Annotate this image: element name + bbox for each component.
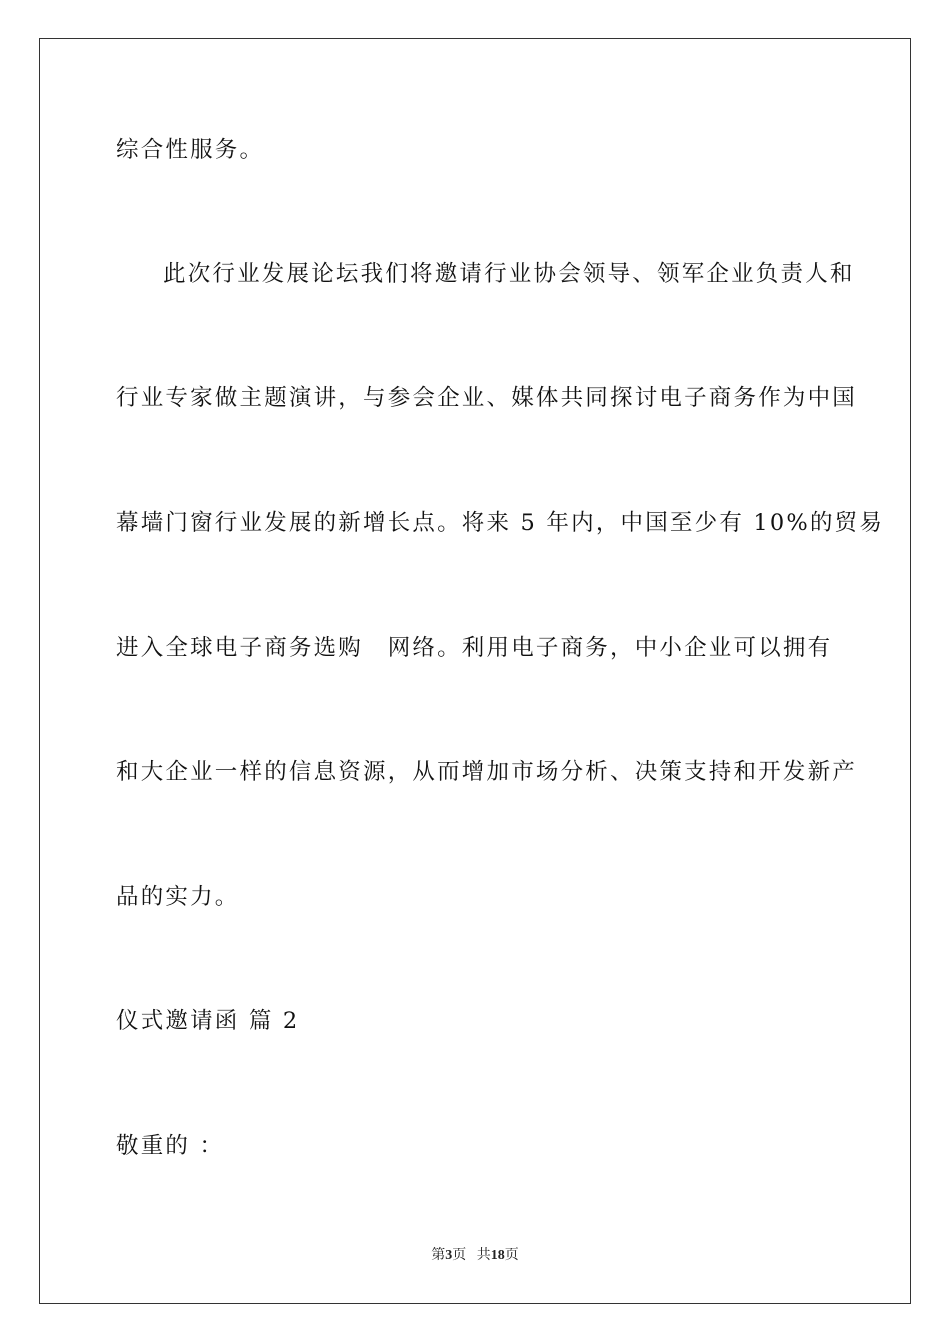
paragraph-line-5: 进入全球电子商务选购 网络。利用电子商务，中小企业可以拥有 — [116, 635, 833, 661]
paragraph-line-6: 和大企业一样的信息资源，从而增加市场分析、决策支持和开发新产 — [116, 759, 858, 785]
total-suffix: 页 — [504, 1248, 519, 1263]
section-heading: 仪式邀请函 篇 2 — [116, 1008, 300, 1034]
paragraph-line-3: 行业专家做主题演讲，与参会企业、媒体共同探讨电子商务作为中国 — [116, 385, 858, 411]
total-prefix: 共 — [476, 1248, 491, 1263]
paragraph-line-4: 幕墙门窗行业发展的新增长点。将来 5 年内，中国至少有 10%的贸易 — [116, 510, 885, 536]
page-suffix: 页 — [452, 1248, 467, 1263]
page-footer — [0, 1246, 950, 1266]
page-border — [39, 38, 911, 1304]
paragraph-line-2: 此次行业发展论坛我们将邀请行业协会领导、领军企业负责人和 — [163, 261, 855, 287]
page-number: 3 — [445, 1248, 453, 1263]
paragraph-line-1: 综合性服务。 — [116, 137, 265, 163]
page-prefix: 第 — [431, 1248, 446, 1263]
salutation: 敬重的 ： — [116, 1133, 225, 1159]
paragraph-line-7: 品的实力。 — [116, 884, 240, 910]
total-pages: 18 — [490, 1248, 505, 1263]
